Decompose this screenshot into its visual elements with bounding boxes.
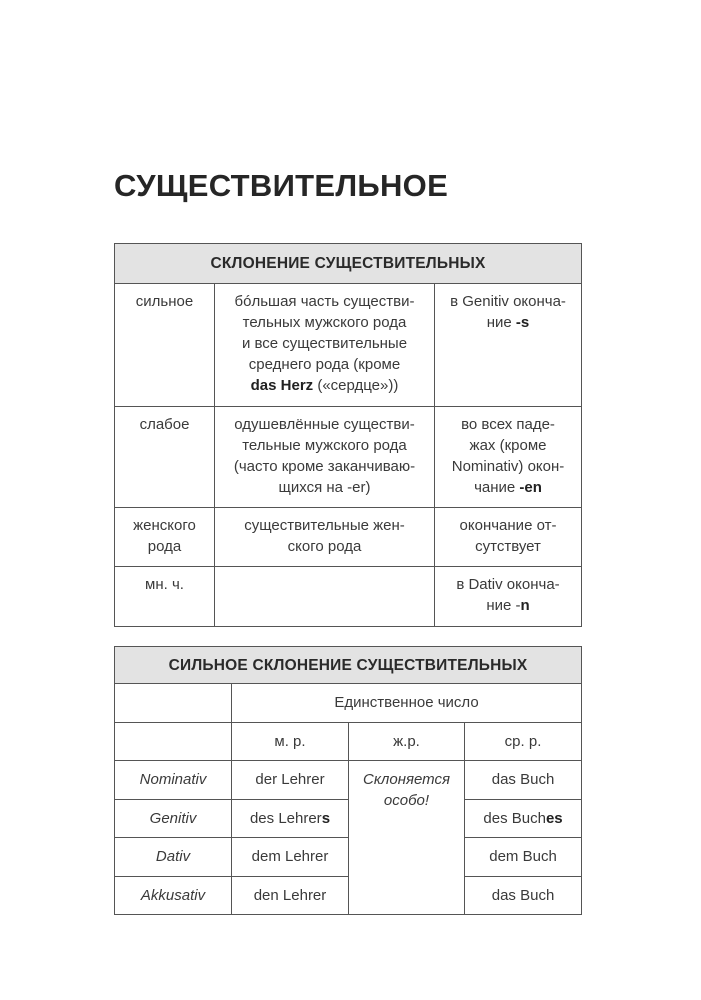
description-cell xyxy=(215,407,435,508)
text-segment: («сердце»)) xyxy=(313,377,399,394)
masculine-cell xyxy=(232,799,349,838)
ending-cell xyxy=(435,567,582,627)
feminine-note: Склоняется xyxy=(363,771,450,788)
table-row xyxy=(115,284,582,407)
declension-type: мн. ч. xyxy=(145,576,184,593)
table-row xyxy=(115,508,582,567)
bold-text: -en xyxy=(519,479,542,496)
table-row xyxy=(115,799,582,838)
gender-header: м. р. xyxy=(232,722,349,761)
bold-text: -s xyxy=(515,314,530,331)
masculine-cell xyxy=(232,838,349,877)
declension-table xyxy=(114,243,582,627)
text-segment: бóльшая часть существи- xyxy=(234,293,415,310)
declension-type: женского xyxy=(133,517,196,534)
text-segment: das Buch xyxy=(491,886,555,904)
description-line xyxy=(219,477,430,498)
ending-line xyxy=(439,414,577,435)
table-row xyxy=(115,407,582,508)
ending-cell xyxy=(435,284,582,407)
text-segment: жах (кроме xyxy=(469,437,547,454)
declension-type-cell xyxy=(115,407,215,508)
case-cell: Nominativ xyxy=(115,761,232,800)
text-segment: des Buch xyxy=(483,809,546,827)
ending-line xyxy=(439,312,577,333)
text-segment: сутствует xyxy=(475,538,541,555)
description-cell xyxy=(215,508,435,567)
case-cell: Genitiv xyxy=(115,799,232,838)
number-header: Единственное число xyxy=(232,684,582,723)
text-segment: ние xyxy=(486,314,516,331)
bold-text: das Herz xyxy=(250,377,314,394)
text-segment: в Dativ оконча- xyxy=(456,576,560,593)
text-segment: des Lehrer xyxy=(249,809,322,827)
description-line xyxy=(219,414,430,435)
feminine-note: особо! xyxy=(383,792,430,809)
text-segment: щихся на -er) xyxy=(278,479,371,496)
gender-header: ср. р. xyxy=(465,722,582,761)
case-cell: Akkusativ xyxy=(115,876,232,915)
empty-cell xyxy=(115,722,232,761)
bold-text: s xyxy=(321,809,331,827)
ending-line xyxy=(439,515,577,536)
text-segment: во всех паде- xyxy=(461,416,555,433)
neuter-cell xyxy=(465,838,582,877)
neuter-cell xyxy=(465,799,582,838)
text-segment: den Lehrer xyxy=(253,886,327,904)
masculine-cell xyxy=(232,876,349,915)
description-line xyxy=(219,456,430,477)
neuter-cell xyxy=(465,876,582,915)
description-line xyxy=(219,354,430,375)
text-segment: dem Lehrer xyxy=(251,848,329,866)
text-segment: (часто кроме заканчиваю- xyxy=(233,458,416,475)
text-segment: ского рода xyxy=(287,538,362,555)
neuter-cell xyxy=(465,761,582,800)
description-line xyxy=(219,536,430,557)
feminine-cell xyxy=(349,761,465,915)
text-segment: в Genitiv оконча- xyxy=(450,293,566,310)
masculine-cell xyxy=(232,761,349,800)
gender-header: ж.р. xyxy=(349,722,465,761)
table-row xyxy=(115,876,582,915)
ending-line xyxy=(439,595,577,616)
declension-type-cell xyxy=(115,508,215,567)
ending-line xyxy=(439,456,577,477)
description-line xyxy=(219,515,430,536)
description-line xyxy=(219,435,430,456)
case-cell: Dativ xyxy=(115,838,232,877)
text-segment: окончание от- xyxy=(459,517,557,534)
text-segment: der Lehrer xyxy=(255,771,325,789)
empty-cell xyxy=(115,684,232,723)
ending-line xyxy=(439,435,577,456)
text-segment: одушевлённые существи- xyxy=(234,416,415,433)
description-line xyxy=(219,312,430,333)
strong-declension-table xyxy=(114,646,582,915)
table-header: СИЛЬНОЕ СКЛОНЕНИЕ СУЩЕСТВИТЕЛЬНЫХ xyxy=(115,647,582,684)
ending-line xyxy=(439,536,577,557)
text-segment: тельные мужского рода xyxy=(242,437,407,454)
table-row xyxy=(115,761,582,800)
bold-text: n xyxy=(520,597,530,614)
text-segment: существительные жен- xyxy=(244,517,405,534)
table-header: СКЛОНЕНИЕ СУЩЕСТВИТЕЛЬНЫХ xyxy=(115,244,582,284)
description-cell xyxy=(215,567,435,627)
text-segment: среднего рода (кроме xyxy=(248,356,401,373)
text-segment: тельных мужского рода xyxy=(242,314,407,331)
text-segment: и все существительные xyxy=(241,335,408,352)
text-segment: das Buch xyxy=(491,771,555,789)
description-line xyxy=(219,333,430,354)
ending-cell xyxy=(435,508,582,567)
text-segment: чание xyxy=(474,479,520,496)
declension-type: слабое xyxy=(139,416,190,433)
declension-type-cell xyxy=(115,284,215,407)
ending-line xyxy=(439,291,577,312)
text-segment: ние - xyxy=(486,597,521,614)
page-title: СУЩЕСТВИТЕЛЬНОЕ xyxy=(114,168,449,203)
description-line xyxy=(219,291,430,312)
description-cell xyxy=(215,284,435,407)
declension-type-cell xyxy=(115,567,215,627)
ending-cell xyxy=(435,407,582,508)
text-segment: dem Buch xyxy=(489,848,557,866)
text-segment: Nominativ) окон- xyxy=(451,458,565,475)
ending-line xyxy=(439,477,577,498)
declension-type: рода xyxy=(147,538,182,555)
bold-text: es xyxy=(545,809,563,827)
ending-line xyxy=(439,574,577,595)
declension-type: сильное xyxy=(135,293,194,310)
table-row xyxy=(115,838,582,877)
table-row xyxy=(115,567,582,627)
description-line xyxy=(219,375,430,396)
